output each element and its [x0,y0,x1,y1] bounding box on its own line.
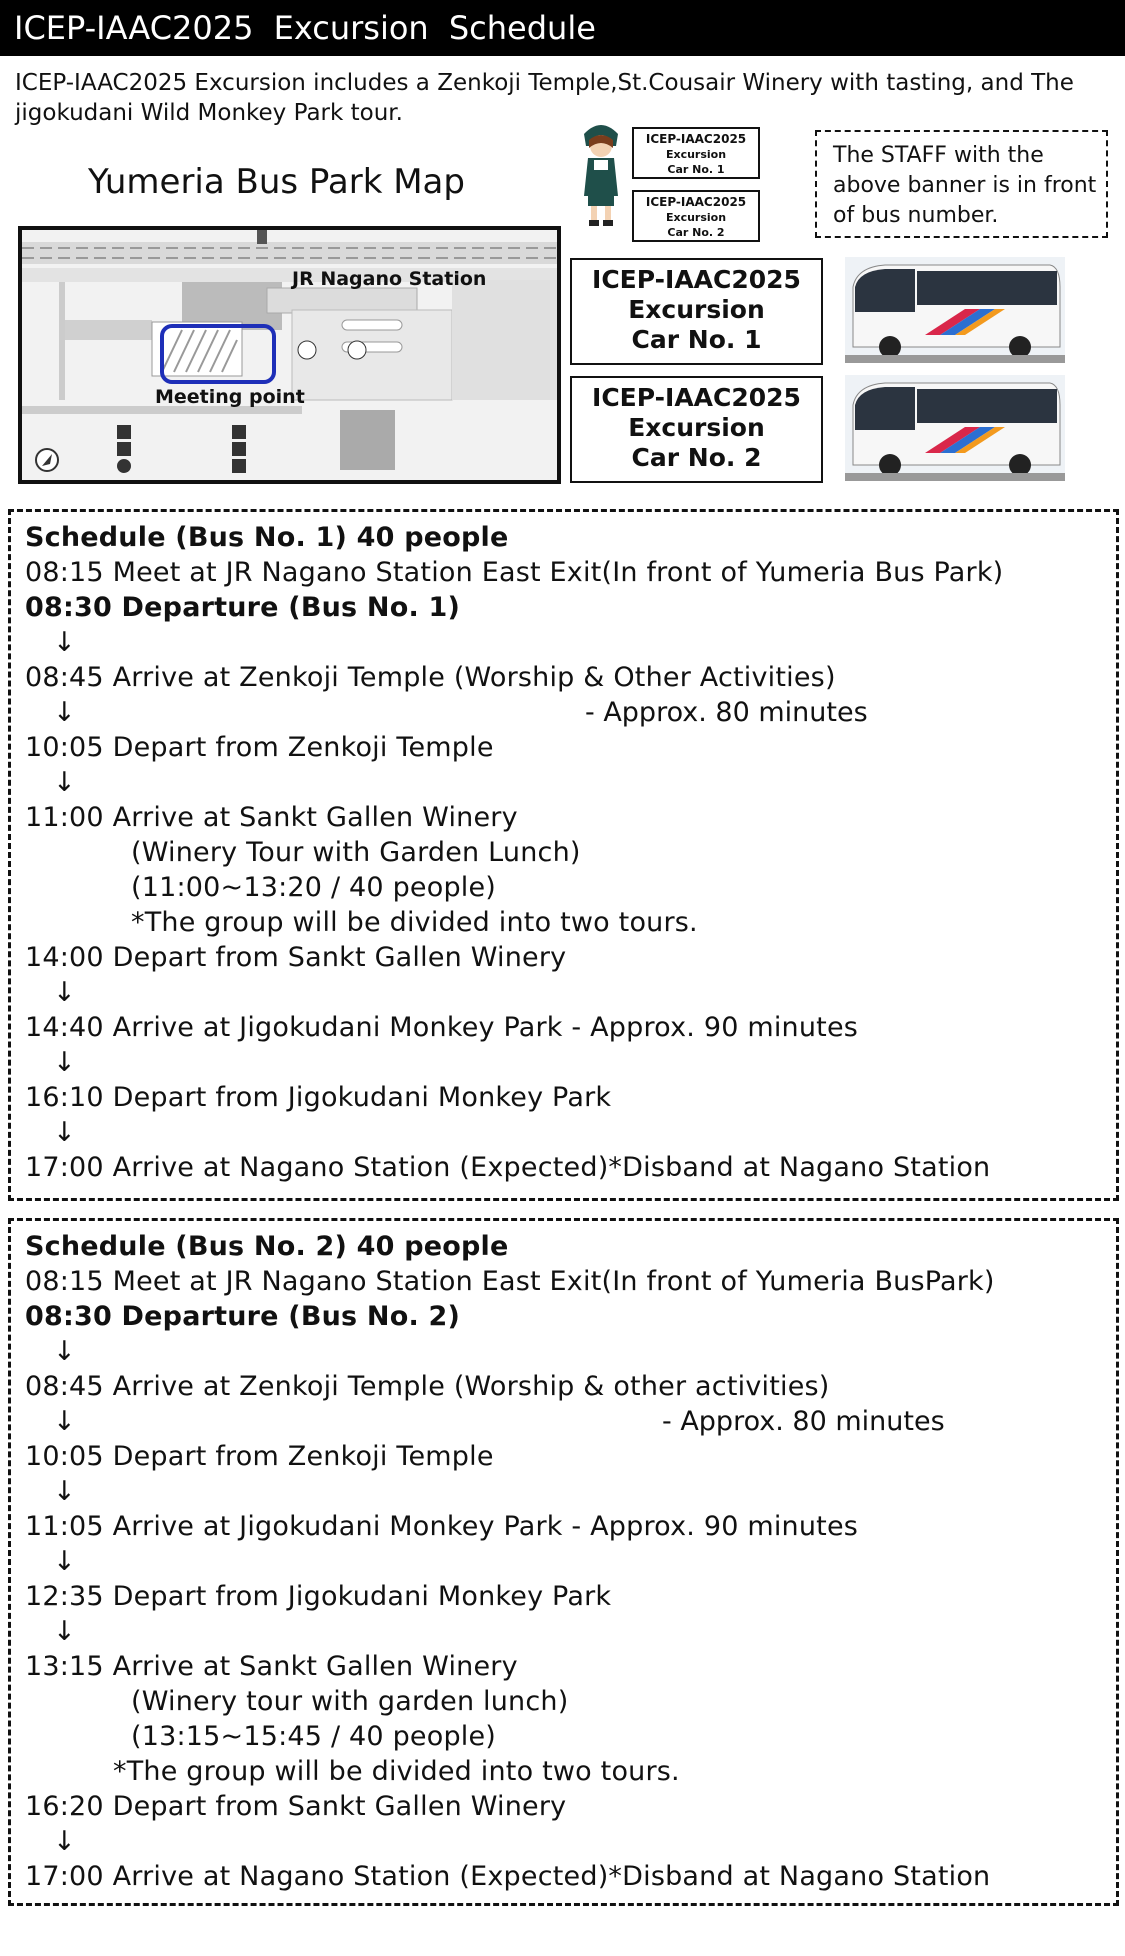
schedule-duration: - Approx. 80 minutes [585,697,868,728]
schedule-item: 16:10 Depart from Jigokudani Monkey Park [25,1082,612,1113]
page-title: ICEP-IAAC2025 Excursion Schedule [0,0,1125,56]
schedule-item: 11:00 Arrive at Sankt Gallen Winery [25,802,518,833]
schedule-bus-2 [8,1218,1119,1906]
car-banner-2: ICEP-IAAC2025 Excursion Car No. 2 [570,376,823,483]
mini-banner-car-2: ICEP-IAAC2025 Excursion Car No. 2 [632,190,760,242]
schedule-item: 17:00 Arrive at Nagano Station (Expected)*Disband at Nagano Station [25,1152,991,1183]
schedule-item: 14:40 Arrive at Jigokudani Monkey Park - Approx. 90 minutes [25,1012,859,1043]
arrow-icon: ↓ [53,1616,76,1647]
car-banner-1: ICEP-IAAC2025 Excursion Car No. 1 [570,258,823,365]
bus-photo-2 [845,375,1065,481]
staff-figure [572,116,630,228]
schedule-detail: (11:00~13:20 / 40 people) [131,872,497,903]
schedule-item: 10:05 Depart from Zenkoji Temple [25,732,494,763]
schedule-note: *The group will be divided into two tours. [131,907,698,938]
arrow-icon: ↓ [53,1336,76,1367]
intro-text: ICEP-IAAC2025 Excursion includes a Zenkoji Temple,St.Cousair Winery with tasting, and The jigokudani Wild Monkey Park tour. [15,70,1074,126]
map-meeting-label: Meeting point [155,386,305,408]
arrow-icon: ↓ [53,977,76,1008]
schedule-item: 08:15 Meet at JR Nagano Station East Exit(In front of Yumeria Bus Park) [25,557,1004,588]
arrow-icon: ↓ [53,1476,76,1507]
arrow-icon: ↓ [53,1047,76,1078]
arrow-icon: ↓ [53,767,76,798]
schedule-detail: (Winery tour with garden lunch) [131,1686,569,1717]
schedule-item: 16:20 Depart from Sankt Gallen Winery [25,1791,567,1822]
schedule-departure: 08:30 Departure (Bus No. 2) [25,1301,461,1332]
schedule-item: 12:35 Depart from Jigokudani Monkey Park [25,1581,612,1612]
arrow-icon: ↓ [53,1406,76,1437]
bus-photo-1 [845,257,1065,363]
bus-park-map [18,226,561,484]
arrow-icon: ↓ [53,1117,76,1148]
schedule-detail: (13:15~15:45 / 40 people) [131,1721,497,1752]
map-heading: Yumeria Bus Park Map [88,162,465,202]
schedule-bus-1 [8,509,1119,1201]
schedule-item: 13:15 Arrive at Sankt Gallen Winery [25,1651,518,1682]
schedule-item-row [25,695,1116,730]
schedule-duration: - Approx. 80 minutes [662,1406,945,1437]
arrow-icon: ↓ [53,697,76,728]
schedule-item: 08:15 Meet at JR Nagano Station East Exit(In front of Yumeria BusPark) [25,1266,995,1297]
schedule-item: 11:05 Arrive at Jigokudani Monkey Park - Approx. 90 minutes [25,1511,859,1542]
schedule-heading: Schedule (Bus No. 2) 40 people [25,1231,509,1262]
staff-note: The STAFF with the above banner is in front of bus number. [815,130,1108,238]
mini-banner-car-1: ICEP-IAAC2025 Excursion Car No. 1 [632,127,760,179]
schedule-heading: Schedule (Bus No. 1) 40 people [25,522,509,553]
schedule-item: 17:00 Arrive at Nagano Station (Expected)*Disband at Nagano Station [25,1861,991,1892]
schedule-departure: 08:30 Departure (Bus No. 1) [25,592,461,623]
arrow-icon: ↓ [53,627,76,658]
schedule-item: 14:00 Depart from Sankt Gallen Winery [25,942,567,973]
schedule-item: 08:45 Arrive at Zenkoji Temple (Worship & other activities) [25,1371,830,1402]
schedule-detail: (Winery Tour with Garden Lunch) [131,837,581,868]
map-station-label: JR Nagano Station [292,268,487,290]
schedule-item: 08:45 Arrive at Zenkoji Temple (Worship & Other Activities) [25,662,836,693]
schedule-item-row [25,1404,1116,1439]
arrow-icon: ↓ [53,1546,76,1577]
schedule-item: 10:05 Depart from Zenkoji Temple [25,1441,494,1472]
arrow-icon: ↓ [53,1826,76,1857]
schedule-note: *The group will be divided into two tours. [113,1756,680,1787]
